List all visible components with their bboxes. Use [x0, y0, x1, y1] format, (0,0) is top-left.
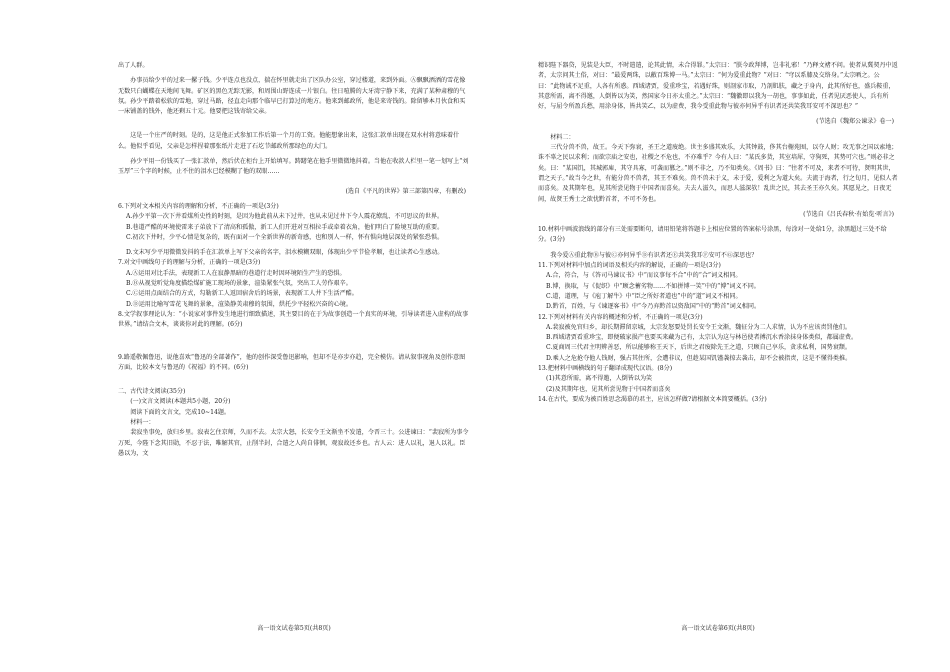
right-page: [538, 0, 898, 672]
option: A.孙少平第一次下井看煤所史性的时刻，是因为他此前从未下过井，也从未见过井下令人震花缭乱、不可思议的世界。: [126, 213, 444, 221]
option: B.西域诸贾看重珍宝，即便破家损产也要买来藏为己有，太宗认为这与林邑使者搏沉水香涂抹身体类似，都属虚费。: [546, 334, 858, 342]
option: A.裴寂被免官归乡，却长期滞留京城，太宗发怒要处罚长安令王文渐，魏征分为二人求情，认为不应该责罚他们。: [546, 323, 851, 331]
left-page: [118, 0, 470, 672]
question-8: 8.文学叙事理论认为：“小说家对事件发生地进行细致描述，其主要目的在于为故事创造一个真实的环境，引导读者进入虚构的故事世界。”请结合文本，谈谈你对此的理解。(6分): [118, 310, 469, 329]
section-heading: 二、古代诗文阅读(35分): [118, 388, 186, 396]
option: B.博，换取，与《促织》中“顾念蓄劣物……不如拼博一笑”中的“博”词义不同。: [546, 282, 760, 290]
option: C.初次下井时，少平心情是复杂的，既有面对一个全新世界的新奇感，也和别人一样，怀有惧向地层深处的紧张恐惧。: [126, 233, 444, 241]
question-13: 13.把材料中画横线的句子翻译成现代汉语。(8分): [538, 365, 673, 373]
passage-para: 这是一个庄严的时刻。是的，这是他正式参加工作后第一个月的工资。他能想象出来，这张汇款单出现在双水村将意味着什么。他似乎看见，父亲是怎样捏着那张纸片走进了石圪节邮政所那绿色的大门。: [118, 132, 460, 150]
question-10: 10.材料中画波浪线的部分有三处需要断句，请用铅笔将答题卡上相应位置的答案标号涂黑，每涂对一处给1分，涂黑超过三处不给分。(3分): [538, 226, 887, 244]
page-footer: 高一语文试卷第5页(共8页): [257, 624, 331, 632]
question-14: 14.在古代，要成为被百姓思念渴慕的君主，应该怎样做?请根据文本简要概括。(3分): [538, 395, 767, 403]
passage-para: 孙少平用一份钱买了一张汇款单，然后伏在柜台上开始填写。踌躇笔在他手里微微地抖着。当他在收款人栏里一笔一划写上“刘玉厚”三个字的时候，止不住的泪水已经模糊了他的双眼……: [118, 158, 469, 176]
passage-para: 办事员给少平的过来一摞子钱。少平连点也没点，揣在怀里就走出了区队办公室，穿过楼道，来到外面。Ⓐ飘飘洒洒的雪花像无数只白蝴蝶在天地间飞舞。矿区的黑色无踪无影，和周围山野连成一片银白。往日喧腾的大牙湾宁静下来，充满了某种肃穆的气氛。孙少平踏着松软的雪地，穿过马路，径直走向那个临早已打算过的地方。他来到邮政所，他是来寄钱的。除留够本月伙食和买一床铺盖的钱外，他还剩五十元。他要把这钱寄给父亲。: [118, 77, 466, 116]
option: C.Ⓒ运用点面结合的方式，勾勒新工人返回宿舍后的场景，表现新工人井下生活严酷。: [126, 290, 358, 298]
passage-para: 出了人群。: [118, 62, 149, 69]
classical-text: 三代分兽不兽，故王。今天下弥衰，圣王之道废绝。世主多盛其欢乐，大其钟鼓，侈其台榭苑囿，以夺人财；攻无事之国以索地；诛不辜之民以求利；而欲宗庙之安也，社稷之不危也，不亦难乎？今有人曰：“某氏多货，其室培犀，守狗死，其势可穴也。”则必非之矣。曰：“某国饥，其城郭庳，其守具寡，可袭而篡之。”则不非之，乃不知类矣。《周书》曰：“往者不可及，来者不可待，贤明其世，谓之天子。”故当今之世，有能分兽不兽者，其王不难矣。兽不兽未于义，未于爱，爱利之为道大矣。夫流于海者，行之旬月，见似人者而喜矣。及其期年也，见其所尝见物于中国者而喜矣。夫去人滋久，而思人滋深欤！乱世之民，其去圣王亦久矣。其愿见之，日夜无间，故贤王秀士之欲忧黔首者，不可不务也。: [538, 144, 898, 203]
option: B.巷道严酷的环境使雷来子弟放下了清高和孤傲，新工人们开进对互相拉手或牵着衣角，他们明白了险境互助的重要。: [126, 223, 444, 231]
option: D.乘人之危抢夺他人钱财，强占其住所，会遭非议，但趁某国饥馑袭掠去袭击，却不会被指责，这是不懂得类推。: [546, 354, 852, 362]
classical-text: 裴寂坐事免，放归乡里。寂表乞住京师，久而不去。太宗大怒，长安令王文渐坐不发遣，令晋三十。公进谏曰：“裴寂所为事令万死，今陛下念其旧勋，不忍于法，唯解其官，止削半封，合遣之人尚自俳徊，观寂故还乡也。古人云：进人以礼，退人以礼。臣愚以为，文: [118, 429, 469, 457]
source-note: (节选自《吕氏春秋·有始览·听言》): [803, 210, 894, 218]
translation-item: (1)其意所需，离不得邀，人倒皆以为笑: [546, 375, 653, 383]
question-6: 6.下列对文本相关内容的理解和分析，不正确的一项是(3分): [118, 202, 279, 210]
subsection-heading: (一)文言文阅读(本题共5小题，20分): [130, 398, 231, 406]
option: A.Ⓐ运用对比手法，表现新工人在寂静黑暗的巷道行走时因环境陌生产生的恐惧。: [126, 269, 346, 277]
question-10-sentence: 我今爱Ⓐ重此物Ⓑ与彼Ⓒ亦何异乎Ⓓ有识者还Ⓔ共笑我耳Ⓕ安可不Ⓖ深思也？: [550, 251, 758, 259]
classical-text: 精识陛下器贷，见装是大臣，不时遣遣，论其此情，未合得罪。”太宗曰：“朕今政拜博，岂非礼邪！”乃释文褚不问。使者从冀契丹中返者，太宗问其土俗，对曰：“最爱两珠，以敝百珠博一马。”太宗曰：“何为爱重此物？”对曰：“穹以系膝及交络身。”太宗哂之。公曰：“此物诚不足重，人各有所惑。西域诸贾，爱重珍宝，若遇好珠，则剖家市取，乃剖肌肤，藏之于身内，此其所好也，盛兵鞍重，其意所需，离不得邀，人倒皆以为笑，然国家今日亦太重之。”太宗曰：“魏徽即以我为一胡也，事事如此，任者见厌恶使人，兵有所好，与屈令所盈兵愁，用涂身体，皆共笑乙，以为虚费，我今受重此物与彼亦何异乎有识者还共笑我耳安可不深思也？”: [538, 62, 898, 111]
translation-item: (2)及其期年也，见其所尝见物于中国者而喜矣: [546, 385, 671, 393]
option: B.Ⓑ从视觉听觉角度描绘煤矿施工现场的景象，渲染紧张气氛，突出工人劳作艰辛。: [126, 280, 352, 288]
option: A.合，符合，与《答司马谏议书》中“而议事每不合”中的“合”词义相同。: [546, 272, 742, 280]
question-9: 9.路遥敬佩鲁迅，说他喜欢“鲁迅的全部著作”，他的创作深受鲁迅影响，但却不是亦步亦趋，完全模仿。请从叙事视角及创作意图方面，比较本文与鲁迅的《祝福》的不同。(6分): [118, 353, 466, 371]
option: C.夏商周三代君主明辨善恶，所以能够称王天下，后世之君废除先王之道，只顾自己享乐，贪求私利，国势衰颓。: [546, 344, 851, 352]
option: D.文末写少平用微微发抖的手在汇款单上写下父亲的名字，泪水模糊双眼，体现出少平节俭孝顺，也让读者心生感动。: [126, 249, 444, 257]
material-label: 材料一：: [130, 419, 155, 427]
option: D.Ⓓ运用比喻写雪花飞舞的景象，渲染静美肃穆的氛围，烘托少平轻松兴奋的心境。: [126, 300, 352, 308]
source-note: (选自《平凡的世界》第三部第四章，有删改): [345, 187, 466, 195]
question-7: 7.对文中画线句子的理解与分析，正确的一项是(3分): [118, 259, 261, 267]
question-12: 12.下列对材料有关内容的概述和分析，不正确的一项是(3分): [538, 313, 703, 321]
page-footer: 高一语文试卷第6页(共8页): [681, 624, 755, 632]
material-label: 材料二：: [550, 133, 575, 141]
source-note: (节选自《魏郑公谏录》卷一): [816, 118, 894, 126]
question-11: 11.下列对材料中加点的词语及相关内容的解说，正确的一项是(3分): [538, 262, 721, 270]
option: D.黔首，百姓，与《谏逐客书》中“今乃弃黔首以资敌国”中的“黔首”词义相同。: [546, 303, 761, 311]
instruction: 阅读下面的文言文，完成10~14题。: [130, 408, 231, 416]
option: C.道，道理，与《庖丁解牛》中“臣之所好者道也”中的“道”词义不相同。: [546, 292, 742, 300]
